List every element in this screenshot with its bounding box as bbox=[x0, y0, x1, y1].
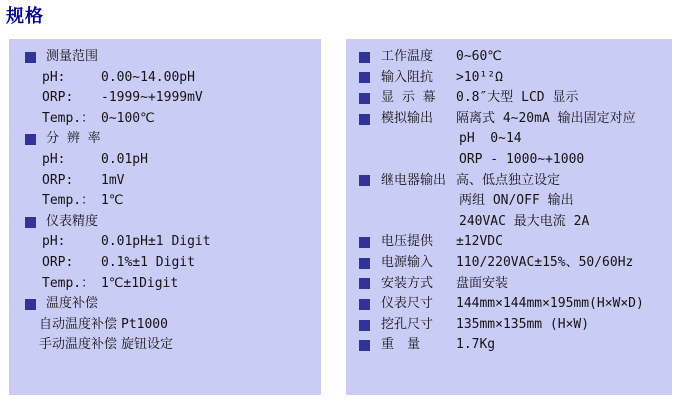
spec-value: 1mV bbox=[101, 172, 125, 188]
spec-value: 0.8″大型 LCD 显示 bbox=[456, 90, 579, 106]
spec-label: ORP: bbox=[42, 254, 74, 270]
spec-row-operating-temp bbox=[346, 47, 672, 68]
spec-panel-left bbox=[9, 39, 321, 395]
bullet-square-icon bbox=[25, 134, 36, 145]
spec-row-manual-temp-compensation bbox=[9, 335, 321, 356]
spec-label: ORP: bbox=[42, 90, 74, 106]
spec-row-temp-resolution bbox=[9, 191, 321, 212]
spec-label: Temp.： bbox=[42, 193, 95, 209]
spec-label: pH: bbox=[42, 151, 66, 167]
spec-value: 高、低点独立设定 bbox=[456, 172, 561, 188]
spec-label: 继电器输出 bbox=[381, 172, 447, 188]
bullet-square-icon bbox=[359, 299, 370, 310]
spec-label: Temp.： bbox=[42, 275, 95, 291]
spec-label: ORP: bbox=[42, 172, 74, 188]
spec-label: 重 量 bbox=[381, 337, 421, 353]
bullet-square-icon bbox=[359, 93, 370, 104]
spec-value: ±12VDC bbox=[456, 234, 503, 250]
spec-value: pH 0~14 bbox=[459, 131, 522, 147]
spec-label: Temp.： bbox=[42, 110, 95, 126]
section-title: 温度补偿 bbox=[46, 296, 99, 312]
spec-label: 显 示 幕 bbox=[381, 90, 436, 106]
spec-label: 自动温度补偿 bbox=[39, 316, 118, 332]
spec-value: 1℃±1Digit bbox=[101, 275, 179, 291]
spec-row-auto-temp-compensation bbox=[9, 315, 321, 336]
spec-label: pH: bbox=[42, 69, 66, 85]
spec-label: 电源输入 bbox=[381, 254, 434, 270]
bullet-square-icon bbox=[25, 299, 36, 310]
spec-row-analog-output bbox=[346, 109, 672, 130]
spec-value: 两组 ON/OFF 输出 bbox=[459, 193, 574, 209]
spec-row-relay-rating bbox=[346, 212, 672, 233]
spec-row-weight bbox=[346, 335, 672, 356]
spec-row-orp-accuracy bbox=[9, 253, 321, 274]
spec-value: 隔离式 4~20mA 输出固定对应 bbox=[456, 110, 636, 126]
section-header-measure-range bbox=[9, 47, 321, 68]
spec-label: 工作温度 bbox=[381, 49, 434, 64]
spec-panel-right bbox=[346, 39, 672, 395]
spec-value: 0.01pH±1 Digit bbox=[101, 234, 211, 250]
spec-row-relay-output bbox=[346, 171, 672, 192]
spec-row-ph-accuracy bbox=[9, 232, 321, 253]
bullet-square-icon bbox=[359, 114, 370, 125]
bullet-square-icon bbox=[359, 320, 370, 331]
bullet-square-icon bbox=[359, 258, 370, 269]
spec-row-ph-resolution bbox=[9, 150, 321, 171]
spec-label: 手动温度补偿 bbox=[39, 337, 118, 353]
spec-value: 0.00~14.00pH bbox=[101, 69, 195, 85]
spec-label: pH: bbox=[42, 234, 66, 250]
spec-value: 110/220VAC±15%、50/60Hz bbox=[456, 254, 634, 270]
spec-value: 盘面安装 bbox=[456, 275, 509, 291]
spec-label: 输入阻抗 bbox=[381, 69, 434, 85]
spec-label: 安装方式 bbox=[381, 275, 434, 291]
bullet-square-icon bbox=[359, 175, 370, 186]
spec-value: 0~60℃ bbox=[456, 49, 502, 64]
spec-row-orp-range bbox=[9, 88, 321, 109]
spec-value: ORP - 1000~+1000 bbox=[459, 151, 585, 167]
bullet-square-icon bbox=[359, 278, 370, 289]
spec-value: 1℃ bbox=[101, 193, 124, 209]
spec-row-temp-range bbox=[9, 109, 321, 130]
bullet-square-icon bbox=[359, 340, 370, 351]
spec-value: >10¹²Ω bbox=[456, 69, 503, 85]
spec-row-cutout-size bbox=[346, 315, 672, 336]
spec-value: -1999~+1999mV bbox=[101, 90, 203, 106]
spec-value: 144mm×144mm×195mm(H×W×D) bbox=[456, 296, 644, 312]
spec-value: 0~100℃ bbox=[101, 110, 155, 126]
spec-row-relay-groups bbox=[346, 191, 672, 212]
spec-value: 0.01pH bbox=[101, 151, 148, 167]
spec-row-mounting bbox=[346, 274, 672, 295]
spec-row-voltage-supply bbox=[346, 232, 672, 253]
bullet-square-icon bbox=[25, 52, 36, 63]
spec-value: 0.1%±1 Digit bbox=[101, 254, 195, 270]
spec-row-analog-output-ph bbox=[346, 129, 672, 150]
section-header-resolution bbox=[9, 129, 321, 150]
spec-row-display bbox=[346, 88, 672, 109]
spec-value: 1.7Kg bbox=[456, 337, 496, 353]
spec-label: 挖孔尺寸 bbox=[381, 316, 434, 332]
spec-value: 旋钮设定 bbox=[121, 337, 174, 353]
spec-row-orp-resolution bbox=[9, 171, 321, 192]
section-header-accuracy bbox=[9, 212, 321, 233]
bullet-square-icon bbox=[25, 217, 36, 228]
page-title: 规格 bbox=[6, 6, 44, 27]
spec-label: 模拟输出 bbox=[381, 110, 434, 126]
section-title: 分 辨 率 bbox=[46, 131, 101, 147]
spec-row-analog-output-orp bbox=[346, 150, 672, 171]
spec-label: 电压提供 bbox=[381, 234, 434, 250]
section-title: 测量范围 bbox=[46, 49, 99, 64]
spec-value: Pt1000 bbox=[121, 316, 168, 332]
bullet-square-icon bbox=[359, 52, 370, 63]
spec-row-ph-range bbox=[9, 68, 321, 89]
spec-label: 仪表尺寸 bbox=[381, 296, 434, 312]
spec-row-temp-accuracy bbox=[9, 274, 321, 295]
spec-row-input-impedance bbox=[346, 68, 672, 89]
spec-value: 135mm×135mm (H×W) bbox=[456, 316, 590, 332]
spec-value: 240VAC 最大电流 2A bbox=[459, 213, 590, 229]
bullet-square-icon bbox=[359, 72, 370, 83]
spec-row-power-input bbox=[346, 253, 672, 274]
section-title: 仪表精度 bbox=[46, 213, 99, 229]
spec-row-instrument-size bbox=[346, 294, 672, 315]
section-header-temp-compensation bbox=[9, 294, 321, 315]
bullet-square-icon bbox=[359, 237, 370, 248]
